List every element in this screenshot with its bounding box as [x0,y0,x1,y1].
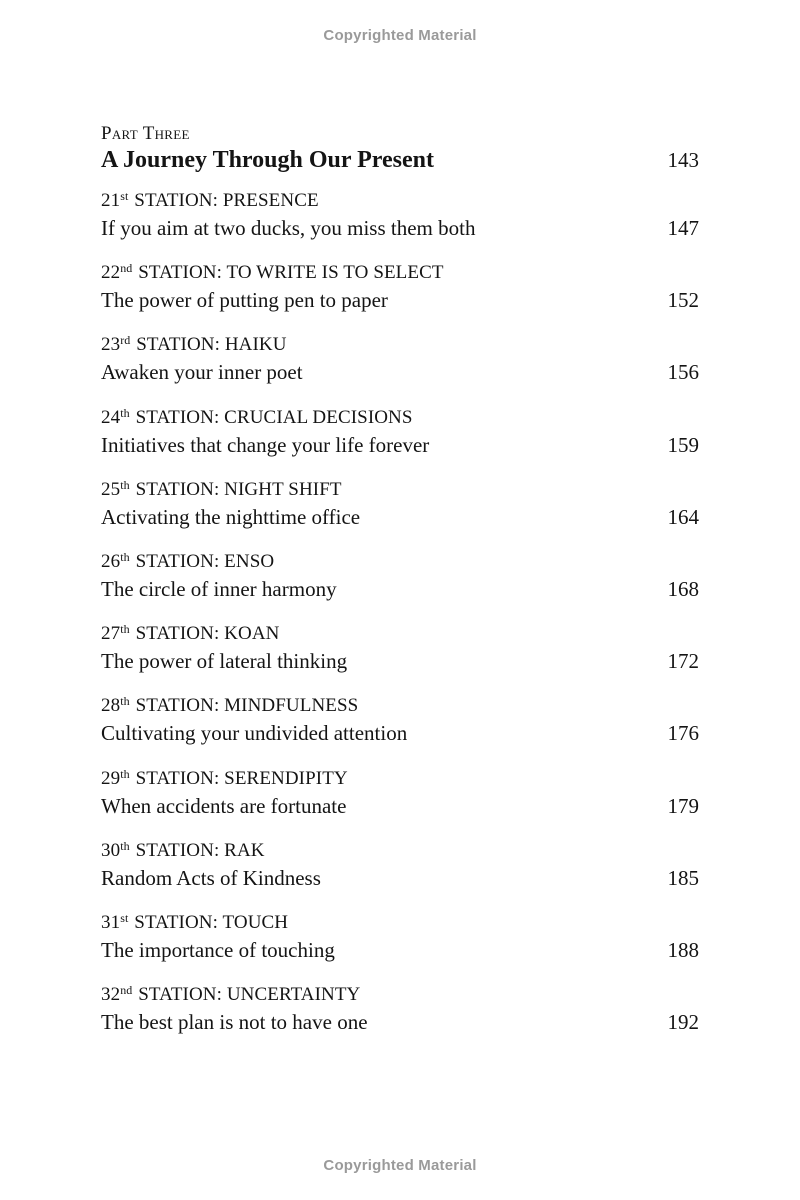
part-title: A Journey Through Our Present [101,147,434,173]
station-subtitle-row [101,575,699,603]
station-heading [101,838,699,864]
table-of-contents [101,123,699,1054]
station-heading [101,693,699,719]
station-title: STATION: ENSO [135,550,275,572]
station-subtitle: If you aim at two ducks, you miss them both [101,216,476,240]
station-ordinal-suffix: th [120,766,130,781]
station-heading [101,549,699,575]
station-title: STATION: KOAN [135,623,280,645]
station-list [101,188,699,1054]
station-subtitle-row [101,431,699,459]
copyright-watermark-bottom: Copyrighted Material [323,1157,477,1174]
station-number: 21 [101,190,121,211]
station-ordinal-suffix: th [120,549,130,564]
toc-entry [101,693,699,765]
part-label: Part Three [101,123,190,144]
station-subtitle-row [101,503,699,531]
station-page-number: 176 [667,721,699,746]
toc-entry [101,260,699,332]
toc-entry [101,549,699,621]
station-title: STATION: MINDFULNESS [135,695,359,717]
station-page-number: 172 [667,649,699,674]
station-subtitle: Activating the nighttime office [101,504,361,529]
toc-entry [101,910,699,982]
station-page-number: 147 [667,216,699,240]
station-subtitle: Cultivating your undivided attention [101,721,408,746]
station-ordinal-suffix: st [120,189,129,203]
station-ordinal-suffix: nd [120,261,133,276]
station-heading [101,332,699,358]
station-heading [101,910,699,936]
station-title: STATION: RAK [135,839,265,861]
station-subtitle: The power of lateral thinking [101,649,348,674]
station-heading [101,766,699,792]
station-number: 25 [101,478,121,500]
station-subtitle-row [101,936,699,964]
station-ordinal-suffix: th [120,405,130,420]
station-subtitle-row [101,214,699,242]
toc-entry [101,982,699,1054]
part-page-number: 143 [667,148,699,172]
station-number: 23 [101,334,121,356]
station-subtitle: The importance of touching [101,937,335,962]
station-title: STATION: UNCERTAINTY [138,984,361,1006]
station-subtitle-row [101,792,699,820]
station-page-number: 159 [667,432,699,457]
station-heading [101,188,699,214]
station-subtitle: Initiatives that change your life forever [101,432,430,457]
station-subtitle: The circle of inner harmony [101,576,337,601]
station-subtitle-row [101,864,699,892]
toc-entry [101,838,699,910]
station-heading [101,260,699,286]
station-heading [101,477,699,503]
toc-entry [101,188,699,260]
station-number: 24 [101,406,121,428]
station-page-number: 192 [667,1010,699,1035]
station-number: 27 [101,623,121,645]
station-subtitle-row [101,1008,699,1036]
station-ordinal-suffix: th [120,477,130,492]
station-number: 26 [101,550,121,572]
station-ordinal-suffix: nd [120,983,133,998]
station-number: 29 [101,767,121,789]
station-page-number: 188 [667,937,699,962]
station-number: 30 [101,839,121,861]
station-ordinal-suffix: st [120,910,129,925]
station-title: STATION: HAIKU [136,334,287,356]
part-heading-row [101,145,699,175]
station-heading [101,405,699,431]
station-title: STATION: PRESENCE [134,190,319,211]
station-number: 28 [101,695,121,717]
station-heading [101,982,699,1008]
station-ordinal-suffix: th [120,694,130,709]
station-title: STATION: NIGHT SHIFT [135,478,342,500]
station-subtitle: When accidents are fortunate [101,793,347,818]
toc-entry [101,477,699,549]
station-subtitle: Random Acts of Kindness [101,865,321,890]
station-title: STATION: CRUCIAL DECISIONS [135,406,413,428]
toc-entry [101,621,699,693]
station-page-number: 179 [667,793,699,818]
station-subtitle: The power of putting pen to paper [101,288,388,313]
station-subtitle-row [101,719,699,747]
copyright-watermark-top: Copyrighted Material [323,27,477,44]
station-subtitle-row [101,647,699,675]
station-page-number: 156 [667,360,699,385]
station-title: STATION: TOUCH [134,911,289,933]
station-subtitle: Awaken your inner poet [101,360,303,385]
station-page-number: 168 [667,576,699,601]
station-subtitle-row [101,358,699,386]
toc-entry [101,766,699,838]
toc-entry [101,332,699,404]
toc-entry [101,405,699,477]
station-page-number: 152 [667,288,699,313]
station-page-number: 185 [667,865,699,890]
station-subtitle-row [101,286,699,314]
station-title: STATION: TO WRITE IS TO SELECT [138,262,444,284]
station-page-number: 164 [667,504,699,529]
station-number: 31 [101,911,121,933]
station-title: STATION: SERENDIPITY [135,767,348,789]
station-number: 22 [101,262,121,284]
station-number: 32 [101,984,121,1006]
station-ordinal-suffix: th [120,622,130,637]
station-ordinal-suffix: th [120,838,130,853]
station-heading [101,621,699,647]
station-ordinal-suffix: rd [120,333,131,348]
station-subtitle: The best plan is not to have one [101,1010,368,1035]
